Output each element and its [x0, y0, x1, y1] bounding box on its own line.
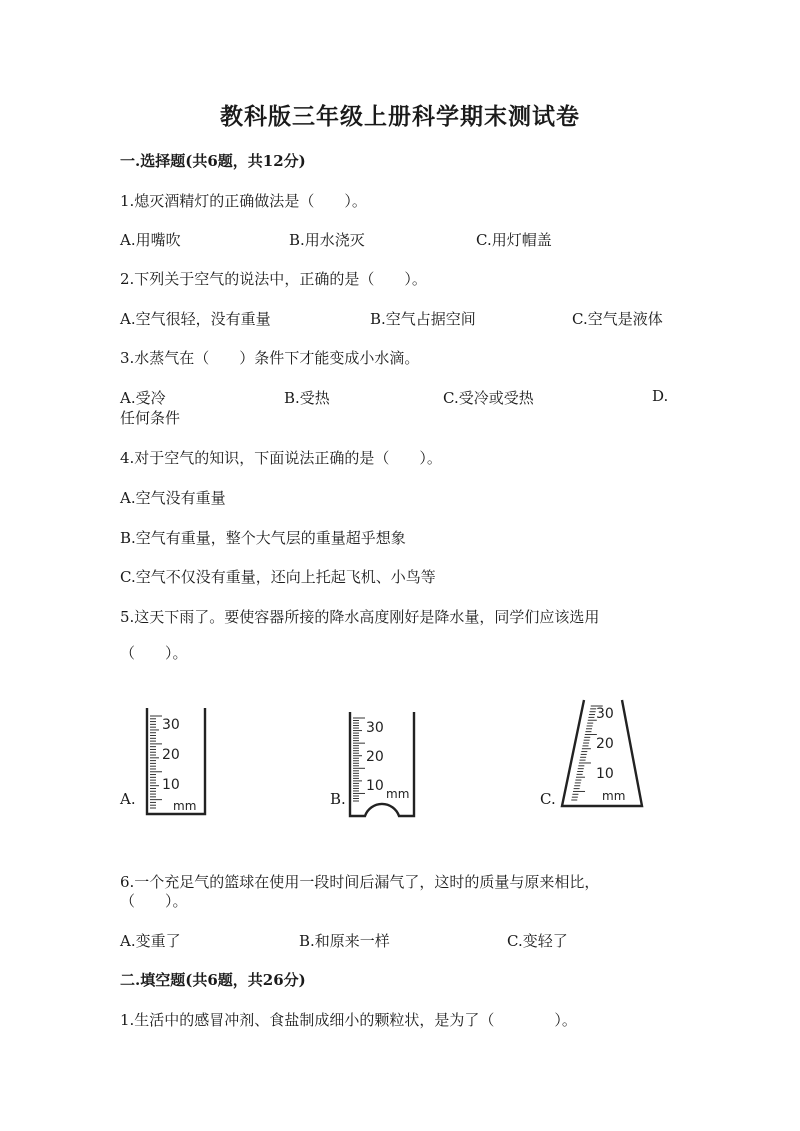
rain-gauge-b-figure — [346, 706, 418, 820]
question-1-stem: 1.熄灭酒精灯的正确做法是（ ）。 — [120, 192, 367, 210]
gauge-c-label-20: 20 — [596, 736, 614, 752]
question-2-stem: 2.下列关于空气的说法中，正确的是（ ）。 — [120, 270, 427, 288]
question-5-option-b: B. — [330, 790, 346, 808]
question-3-option-d-letter: D. — [652, 387, 669, 405]
question-6-stem: 6.一个充足气的篮球在使用一段时间后漏气了，这时的质量与原来相比， — [120, 873, 600, 891]
gauge-b-label-10: 10 — [366, 778, 384, 794]
question-6-option-a: A.变重了 — [120, 932, 181, 950]
question-6-stem-blank: （ ）。 — [120, 892, 188, 910]
gauge-b-ticks — [353, 718, 365, 801]
page-title: 教科版三年级上册科学期末测试卷 — [220, 103, 580, 130]
fill-question-1-stem: 1.生活中的感冒冲剂、食盐制成细小的颗粒状，是为了（ ）。 — [120, 1011, 577, 1029]
question-5-stem: 5.这天下雨了。要使容器所接的降水高度刚好是降水量，同学们应该选用 — [120, 608, 600, 626]
gauge-a-label-20: 20 — [162, 747, 180, 763]
gauge-b-unit: mm — [386, 787, 410, 801]
gauge-c-label-30: 30 — [596, 706, 614, 722]
question-6-option-c: C.变轻了 — [507, 932, 568, 950]
question-5-option-c: C. — [540, 790, 556, 808]
question-3-option-c: C.受冷或受热 — [443, 389, 534, 407]
gauge-a-ticks — [150, 716, 162, 808]
gauge-c-unit: mm — [602, 789, 626, 803]
rain-gauge-a-figure — [140, 706, 210, 820]
question-4-stem: 4.对于空气的知识，下面说法正确的是（ ）。 — [120, 449, 442, 467]
question-1-option-a: A.用嘴吹 — [120, 231, 181, 249]
question-3-option-d-text: 任何条件 — [120, 409, 181, 427]
question-5-stem-blank: （ ）。 — [120, 644, 188, 662]
gauge-a-unit: mm — [173, 799, 197, 813]
gauge-a-label-10: 10 — [162, 777, 180, 793]
gauge-b-label-30: 30 — [366, 720, 384, 736]
section-heading-fill: 二.填空题(共6题，共26分) — [120, 971, 306, 989]
question-3-option-a: A.受冷 — [120, 389, 166, 407]
question-6-option-b: B.和原来一样 — [299, 932, 390, 950]
gauge-c-label-10: 10 — [596, 766, 614, 782]
question-2-option-b: B.空气占据空间 — [370, 310, 476, 328]
question-3-stem: 3.水蒸气在（ ）条件下才能变成小水滴。 — [120, 349, 420, 367]
question-4-option-b: B.空气有重量，整个大气层的重量超乎想象 — [120, 529, 406, 547]
question-2-option-c: C.空气是液体 — [572, 310, 663, 328]
section-heading-choice: 一.选择题(共6题，共12分) — [120, 152, 306, 170]
question-3-option-b: B.受热 — [284, 389, 330, 407]
question-1-option-c: C.用灯帽盖 — [476, 231, 552, 249]
question-5-option-a: A. — [120, 790, 136, 808]
gauge-b-label-20: 20 — [366, 749, 384, 765]
gauge-a-label-30: 30 — [162, 717, 180, 733]
rain-gauge-c-figure — [556, 696, 646, 812]
question-4-option-a: A.空气没有重量 — [120, 489, 226, 507]
question-4-option-c: C.空气不仅没有重量，还向上托起飞机、小鸟等 — [120, 568, 436, 586]
question-1-option-b: B.用水浇灭 — [289, 231, 365, 249]
question-2-option-a: A.空气很轻，没有重量 — [120, 310, 271, 328]
